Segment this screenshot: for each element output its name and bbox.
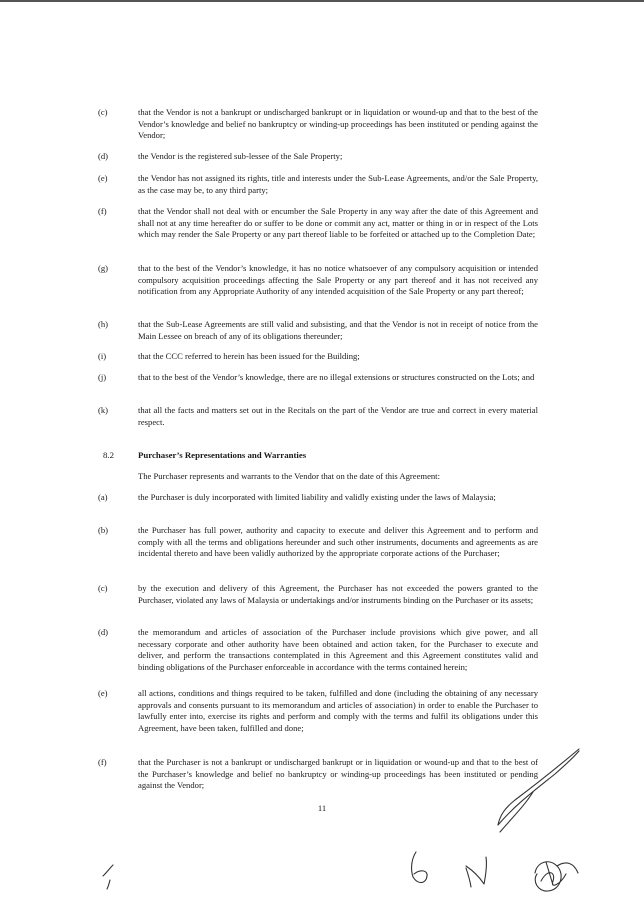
clause-text: the Vendor is the registered sub-lessee of the Sale Property;	[138, 151, 343, 161]
clause-label: (k)	[98, 405, 109, 415]
clause-text: by the execution and delivery of this Agreement, the Purchaser has not exceeded the powers granted to the Purchaser, violated any laws of Malaysia or undertakings and/or instruments binding on the Purchaser or its assets;	[138, 583, 538, 605]
clause-text: that all the facts and matters set out in the Recitals on the part of the Vendor are true and correct in every material respect.	[138, 405, 538, 427]
clause-label: (d)	[98, 151, 109, 161]
margin-mark	[103, 865, 113, 876]
clause-text: that the Sub-Lease Agreements are still valid and subsisting, and that the Vendor is not in receipt of notice from the Main Lessee on breach of any of its obligations thereunder;	[138, 319, 538, 341]
margin-mark	[107, 880, 110, 889]
clause-label: (e)	[98, 688, 108, 698]
clause-label: (a)	[98, 492, 108, 502]
clause-text: the Vendor has not assigned its rights, title and interests under the Sub-Lease Agreements, and/or the Sale Property, as the case may be, to any third party;	[138, 173, 538, 195]
clause-label: (i)	[98, 351, 107, 361]
clause-label: (g)	[98, 263, 109, 273]
signature-stroke	[541, 873, 566, 886]
clause-label: (f)	[98, 757, 107, 767]
clause-label: (h)	[98, 319, 109, 329]
clause-text: the Purchaser has full power, authority and capacity to execute and deliver this Agreement and to perform and comply with all the terms and obligations hereunder and such other instruments, documents and agreements as are incidental thereto and have been validly authorized by the appropriate corporate actions of the Purchaser;	[138, 525, 538, 559]
clause-text: that the Vendor is not a bankrupt or undischarged bankrupt or in liquidation or wound-up and that to the best of the Vendor’s knowledge and belief no bankruptcy or winding-up proceedings has been instituted or pending against the Vendor;	[138, 107, 538, 141]
clause-label: (d)	[98, 627, 109, 637]
clause-label: (f)	[98, 206, 107, 216]
signature-stroke	[466, 868, 471, 887]
signature-stroke	[500, 792, 533, 832]
clause-text: that to the best of the Vendor’s knowledge, there are no illegal extensions or structures constructed on the Lots; and	[138, 372, 535, 382]
clause-label: (j)	[98, 372, 107, 382]
clause-text: that the Purchaser is not a bankrupt or undischarged bankrupt or in liquidation or wound-up and that to the best of the Purchaser’s knowledge and belief no bankruptcy or winding-up proceedings has been instituted or pending against the Vendor;	[138, 757, 538, 791]
section-intro: The Purchaser represents and warrants to the Vendor that on the date of this Agreement:	[138, 471, 440, 481]
clause-label: (b)	[98, 525, 109, 535]
clause-label: (c)	[98, 107, 108, 117]
clause-text: that the CCC referred to herein has been issued for the Building;	[138, 351, 360, 361]
clause-text: that to the best of the Vendor’s knowledge, it has no notice whatsoever of any compulsory acquisition or intended compulsory acquisition proceedings affecting the Sale Property or any part thereof and it has not received any notification from any Appropriate Authority of any intended acquisition of the Sale Property or any part thereof;	[138, 263, 538, 297]
clause-text: the memorandum and articles of association of the Purchaser include provisions which give power, and all necessary corporate and other authority have been obtained and action taken, for the Purchaser to execute and deliver, and perform the transactions contemplated in this Agreement and this Agreement constitutes valid and binding obligations of the Purchaser enforceable in accordance with the terms contained herein;	[138, 627, 538, 672]
signature-stroke	[413, 871, 427, 883]
clause-text: the Purchaser is duly incorporated with limited liability and validly existing under the laws of Malaysia;	[138, 492, 496, 502]
clause-label: (c)	[98, 583, 108, 593]
section-number: 8.2	[103, 450, 114, 460]
clause-text: all actions, conditions and things required to be taken, fulfilled and done (including the obtaining of any necessary approvals and consents pursuant to its memorandum and articles of association) in order to enable the Purchaser to lawfully enter into, exercise its rights and perform and comply with the terms and fulfil its obligations under this Agreement, have been taken, fulfilled and done;	[138, 688, 538, 733]
section-title: Purchaser’s Representations and Warranties	[138, 450, 307, 460]
signature-stroke	[498, 751, 579, 825]
page-number: 11	[317, 803, 327, 813]
clause-text: that the Vendor shall not deal with or encumber the Sale Property in any way after the date of this Agreement and shall not at any time hereafter do or suffer to be done or commit any act, matter or thing in or in respect of the Lots which may render the Sale Property or any part thereof liable to be forfeited or attached up to the Completion Date;	[138, 206, 538, 240]
clause-label: (e)	[98, 173, 108, 183]
